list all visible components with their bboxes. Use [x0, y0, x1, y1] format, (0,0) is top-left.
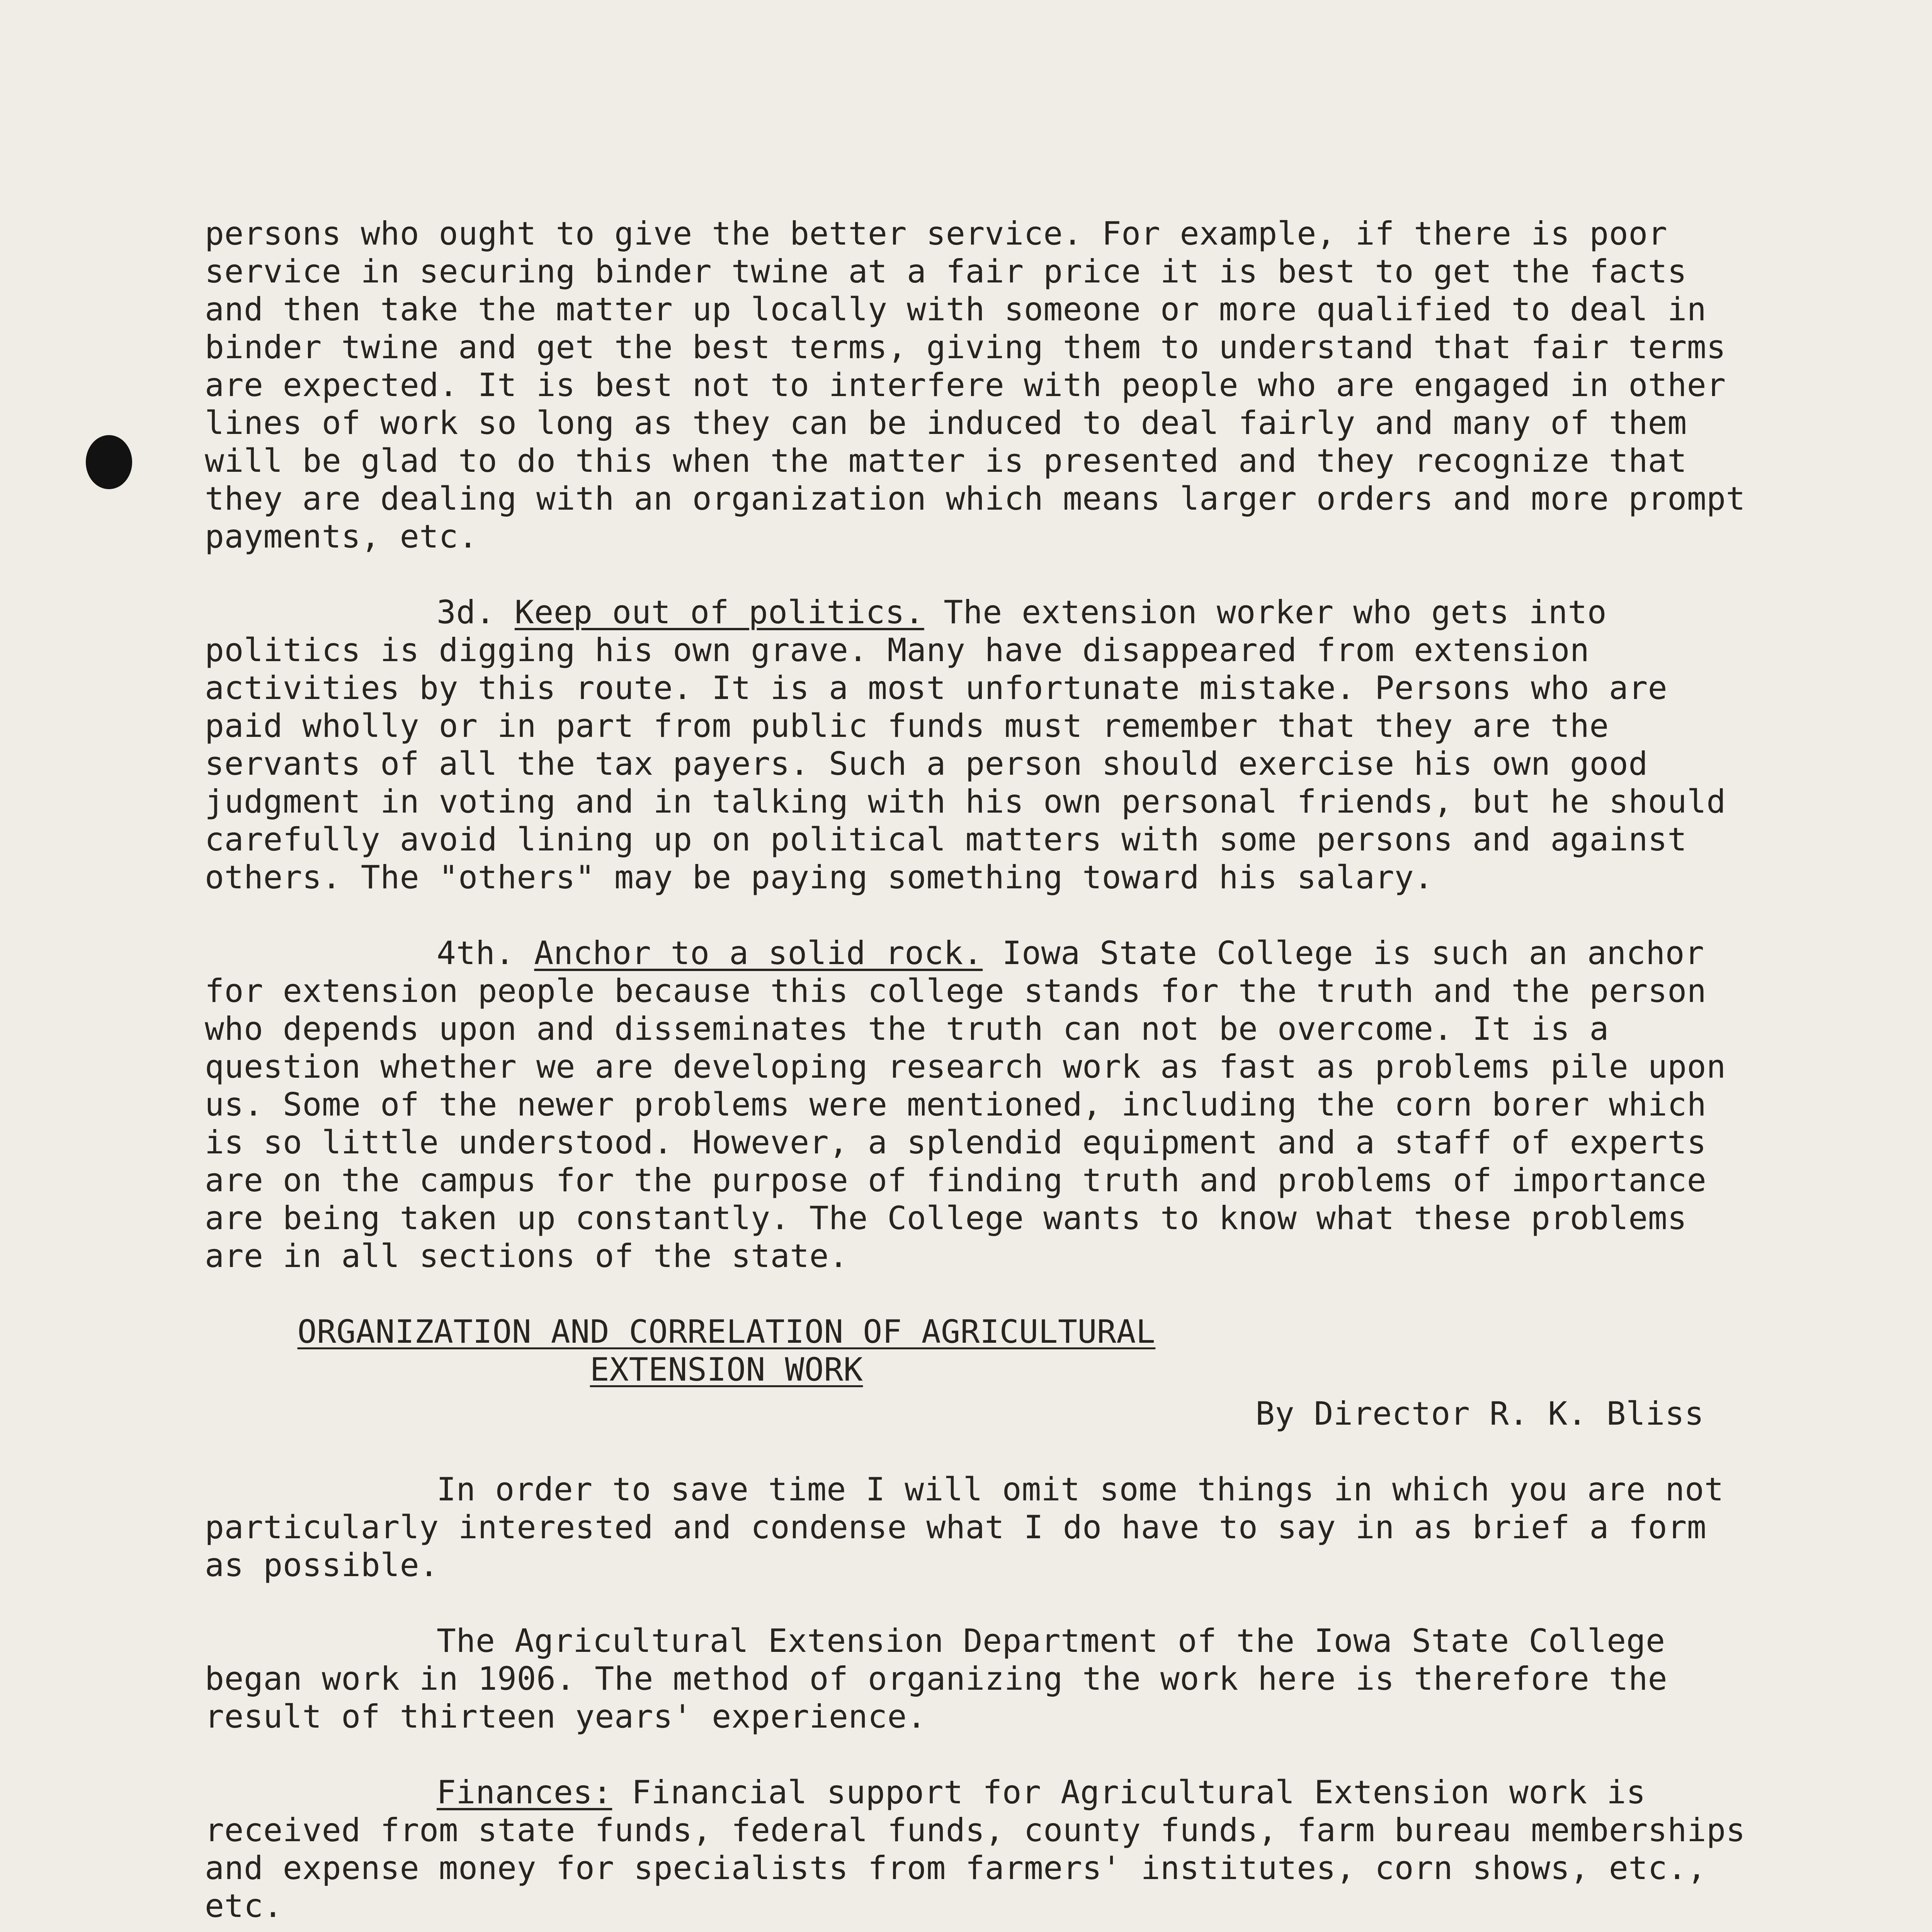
paragraph-intro: persons who ought to give the better service. For example, if there is poor service in securing binder twine at a fair price it is best to get the facts and then take the matter up locally with someone or more qualified to deal in binder twine and get the best terms, giving them to understand that fair terms are expected. It is best not to interfere with people who are engaged in other lines of work so long as they can be induced to deal fairly and many of them will be glad to do this when the matter is presented and they recognize that they are dealing with an organization which means larger orders and more prompt payments, etc.: [205, 215, 1765, 555]
paragraph-politics-body: The extension worker who gets into politics is digging his own grave. Many have disappeared from extension activities by this route. It is a most unfortunate mistake. Persons who are paid wholly or in part from public funds must remember that they are the servants of all the tax payers. Such a person should exercise his own good judgment in voting and in talking with his own personal friends, but he should carefully avoid lining up on political matters with some persons and against others. The "others" may be paying something toward his salary.: [205, 594, 1746, 896]
paragraph-finances: [205, 1774, 1765, 1925]
paragraph-department-history: [205, 1622, 1750, 1736]
paragraph-anchor-title: Anchor to a solid rock.: [534, 934, 983, 972]
paragraph-politics: [205, 594, 1750, 896]
paragraph-save-time-text: In order to save time I will omit some things in which you are not particularly interested and condense what I do have to say in as brief a form as possible.: [205, 1471, 1743, 1584]
paragraph-anchor-prefix: 4th.: [437, 934, 515, 972]
paragraph-department-history-text: The Agricultural Extension Department of the Iowa State College began work in 1906. The method of organizing the work here is therefore the result of thirteen years' experience.: [205, 1622, 1687, 1735]
paragraph-anchor-body: Iowa State College is such an anchor for extension people because this college stands for the truth and the person who depends upon and disseminates the truth can not be overcome. It is a question whether we are developing research work as fast as problems pile upon us. Some of the newer problems were mentioned, including the corn borer which is so little understood. However, a splendid equipment and a staff of experts are on the campus for the purpose of finding truth and problems of importance are being taken up constantly. The College wants to know what these problems are in all sections of the state.: [205, 934, 1746, 1275]
section-heading-line2: EXTENSION WORK: [590, 1351, 863, 1388]
paragraph-politics-prefix: 3d.: [437, 594, 495, 631]
punch-hole-top: [86, 435, 132, 489]
section-heading-line1: ORGANIZATION AND CORRELATION OF AGRICULTURAL: [297, 1313, 1156, 1350]
paragraph-finances-title: Finances:: [437, 1774, 612, 1811]
paragraph-save-time: [205, 1471, 1750, 1584]
page-body: [205, 215, 1765, 1932]
paragraph-anchor: [205, 934, 1750, 1275]
paragraph-politics-title: Keep out of politics.: [514, 594, 924, 631]
section-heading: [205, 1313, 1248, 1389]
paragraph-finances-body: Financial support for Agricultural Extension work is received from state funds, federal funds, county funds, farm bureau memberships and expense money for specialists from farmers' institutes, corn shows, etc., etc.: [205, 1774, 1765, 1925]
byline: By Director R. K. Bliss: [1255, 1395, 1704, 1432]
